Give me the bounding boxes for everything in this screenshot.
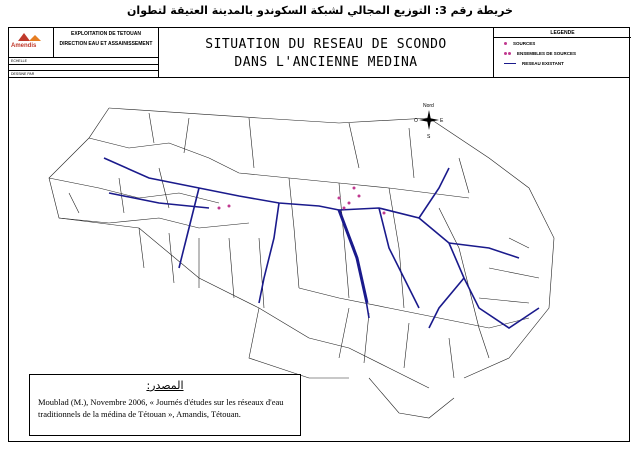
compass-rose-icon bbox=[414, 100, 444, 140]
map-title bbox=[159, 28, 494, 78]
legend-title: LEGENDE bbox=[494, 30, 631, 38]
metadata-grid bbox=[9, 58, 159, 78]
legend-item-source-groups bbox=[504, 51, 576, 56]
logo-text: Amendis bbox=[11, 43, 37, 49]
source-markers bbox=[218, 187, 386, 215]
scondo-network bbox=[104, 158, 539, 328]
organization-block bbox=[54, 28, 159, 58]
source-marker-icon bbox=[504, 42, 507, 45]
legend-label: SOURCES bbox=[513, 41, 536, 46]
compass-east: E bbox=[440, 118, 444, 124]
compass-north: Nord bbox=[423, 103, 434, 109]
legend-label: ENSEMBLES DE SOURCES bbox=[517, 51, 577, 56]
source-label: المصدر: bbox=[146, 379, 184, 392]
meta-row: DESSINE PAR bbox=[9, 71, 158, 78]
legend-item-network bbox=[504, 61, 564, 66]
org-line-2: DIRECTION EAU ET ASSAINISSEMENT bbox=[59, 41, 153, 47]
compass-west: O bbox=[414, 118, 418, 124]
source-marker-icon bbox=[218, 207, 221, 210]
source-marker-icon bbox=[338, 197, 341, 200]
source-marker-icon bbox=[348, 202, 351, 205]
network-line-icon bbox=[504, 63, 516, 65]
meta-row: ECHELLE bbox=[9, 58, 158, 65]
source-group-marker-icon bbox=[504, 52, 511, 55]
main-scondo-trunk bbox=[339, 210, 367, 303]
org-line-1: EXPLOITATION DE TETOUAN bbox=[70, 31, 141, 37]
source-marker-icon bbox=[343, 207, 346, 210]
legend bbox=[494, 28, 631, 78]
legend-item-sources bbox=[504, 41, 535, 46]
amendis-logo-icon bbox=[15, 31, 45, 43]
title-block bbox=[9, 28, 629, 78]
source-marker-icon bbox=[383, 212, 386, 215]
source-marker-icon bbox=[353, 187, 356, 190]
legend-label: RESEAU EXISTANT bbox=[522, 61, 564, 66]
source-text: Moublad (M.), Novembre 2006, « Journés d'études sur les réseaux d'eau traditionnels de la médina de Tétouan », Amandis, Tétouan. bbox=[38, 397, 284, 419]
compass-south: S bbox=[427, 134, 431, 140]
map-frame bbox=[8, 27, 630, 442]
map-caption-arabic: خريطة رقم 3: التوزيع المجالي لشبكة السكوندو بالمدينة العتيقة لتطوان bbox=[127, 4, 513, 17]
source-marker-icon bbox=[228, 205, 231, 208]
map-title-line-2: DANS L'ANCIENNE MEDINA bbox=[234, 55, 418, 70]
map-title-line-1: SITUATION DU RESEAU DE SCONDO bbox=[205, 37, 447, 52]
street-network bbox=[49, 108, 554, 418]
source-note bbox=[29, 374, 301, 436]
logo bbox=[9, 28, 54, 58]
source-marker-icon bbox=[358, 195, 361, 198]
